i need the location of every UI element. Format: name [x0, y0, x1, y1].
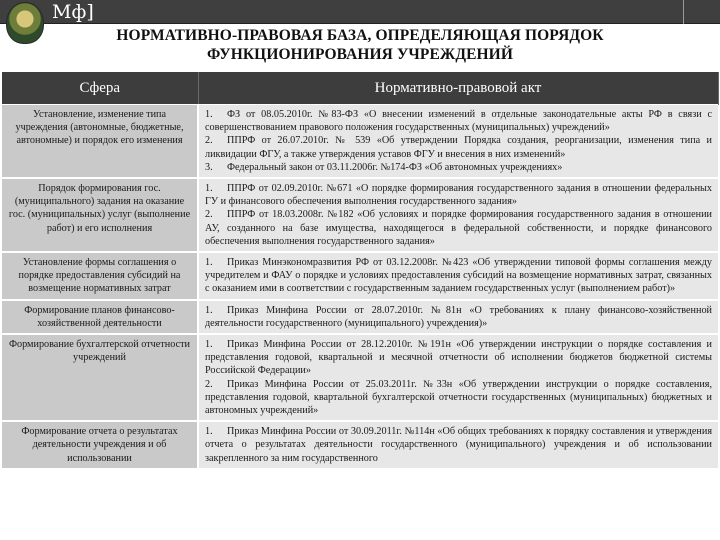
table-header-row	[2, 72, 718, 105]
table-row	[2, 300, 718, 334]
act-item: 1. Приказ Минэкономразвития РФ от 03.12.2008г. №423 «Об утверждении типовой формы соглашения между учредителем и ФАУ о порядке и условиях предоставления субсидий на возмещение нормативных затрат, связанных с оказанием ими в соответствии с государственным заданием государственных услуг (выполнением работ)»	[205, 257, 712, 295]
column-header-sphere: Сфера	[2, 72, 198, 105]
brand-label: Мф]	[52, 1, 94, 23]
table-row	[2, 334, 718, 421]
act-item: 2. Приказ Минфина России от 25.03.2011г. №33н «Об утверждении инструкции о порядке составления, представления годовой, квартальной бухгалтерской отчетности государственных (муниципальных) бюджетных и автономных учреждений»	[205, 378, 712, 417]
table-row	[2, 105, 718, 179]
corner-divider	[683, 0, 698, 24]
act-item: 1. Приказ Минфина России от 28.12.2010г. №191н «Об утверждении инструкции о порядке составления и представления годовой, квартальной и месячной отчетности об исполнении бюджетов бюджетной системы Российской Федерации»	[205, 339, 712, 377]
column-header-act: Нормативно-правовой акт	[198, 72, 718, 105]
acts-cell	[198, 334, 718, 421]
table-row	[2, 421, 718, 468]
table-row	[2, 178, 718, 252]
sphere-cell: Формирование бухгалтерской отчетности учреждений	[2, 334, 198, 421]
acts-cell	[198, 105, 718, 179]
top-bar	[0, 0, 720, 24]
sphere-cell: Установление формы соглашения о порядке предоставления субсидий на возмещение нормативных затрат	[2, 252, 198, 300]
title-line-1: НОРМАТИВНО-ПРАВОВАЯ БАЗА, ОПРЕДЕЛЯЮЩАЯ ПОРЯДОК	[116, 27, 604, 44]
act-item: 1. Приказ Минфина России от 30.09.2011г. №114н «Об общих требованиях к порядку составления и утверждения отчета о результатах деятельности государственного (муниципального) учреждения и об использовании закрепленного за ним государственного	[205, 426, 712, 464]
sphere-cell: Установление, изменение типа учреждения (автономные, бюджетные, автономные) и порядок его изменения	[2, 105, 198, 179]
legal-acts-table	[2, 72, 719, 468]
act-item: 1. ФЗ от 08.05.2010г. №83-ФЗ «О внесении изменений в отдельные законодательные акты РФ в связи с совершенствованием правового положения государственных (муниципальных) учреждений»	[205, 109, 712, 134]
table-row	[2, 252, 718, 300]
sphere-cell: Формирование отчета о результатах деятельности учреждения и об использовании	[2, 421, 198, 468]
ministry-emblem-icon	[6, 2, 44, 44]
acts-cell	[198, 300, 718, 334]
act-item: 2. ППРФ от 26.07.2010г. № 539 «Об утверждении Порядка создания, реорганизации, изменения типа и ликвидации ФГУ, а также утверждения уставов ФГУ и внесения в них изменений»	[205, 135, 712, 160]
acts-cell	[198, 421, 718, 468]
sphere-cell: Формирование планов финансово-хозяйственной деятельности	[2, 300, 198, 334]
act-item: 2. ППРФ от 18.03.2008г. №182 «Об условиях и порядке формирования государственного задания в отношении АУ, созданного на базе имущества, находящегося в федеральной собственности, и порядке финансового обеспечения выполнения государственного задания»	[205, 209, 712, 247]
title-line-2: ФУНКЦИОНИРОВАНИЯ УЧРЕЖДЕНИЙ	[206, 46, 513, 63]
sphere-cell: Порядок формирования гос. (муниципального) задания на оказание гос. (муниципальных) услуг (выполнение работ) и его исполнения	[2, 178, 198, 252]
act-item: 1. Приказ Минфина России от 28.07.2010г. №81н «О требованиях к плану финансово-хозяйственной деятельности государственного (муниципального) учреждения)»	[205, 304, 712, 329]
act-item: 1. ППРФ от 02.09.2010г. №671 «О порядке формирования государственного задания в отношении федеральных ГУ и финансового обеспечения выполнения государственного задания»	[205, 183, 712, 208]
page-title	[0, 26, 720, 64]
acts-cell	[198, 252, 718, 300]
act-item: 3. Федеральный закон от 03.11.2006г. №174-ФЗ «Об автономных учреждениях»	[205, 161, 563, 173]
acts-cell	[198, 178, 718, 252]
